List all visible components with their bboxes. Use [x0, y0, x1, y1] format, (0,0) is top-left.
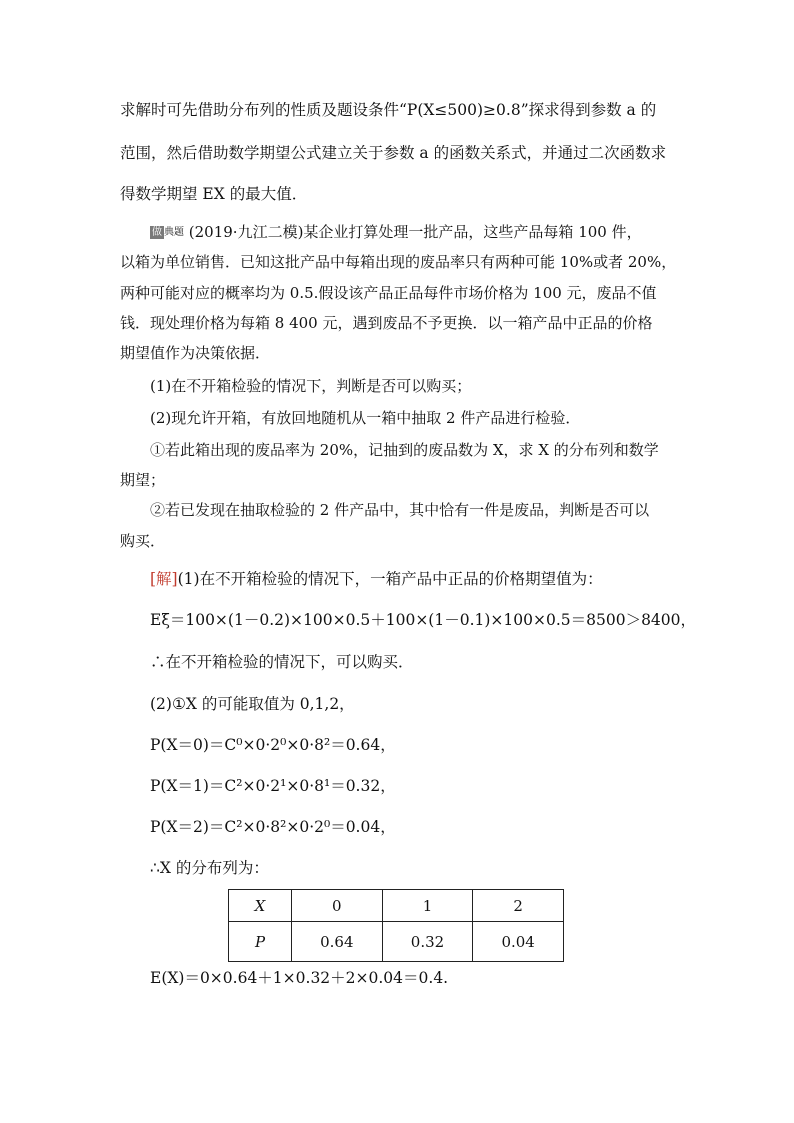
table-cell: 0.64 — [292, 922, 383, 962]
solution-step-6: P(X＝1)＝C²×0·2¹×0·8¹＝0.32， — [150, 777, 396, 795]
solution-marker: [解] — [150, 570, 178, 588]
intro-line-1: 求解时可先借助分布列的性质及题设条件“P(X≤500)≥0.8”探求得到参数 a 的 — [120, 101, 657, 119]
table-header-row — [229, 890, 564, 922]
solution-step-4: (2)①X 的可能取值为 0,1,2， — [150, 695, 355, 713]
solution-step-2: Eξ＝100×(1－0.2)×100×0.5＋100×(1－0.1)×100×0.5＝8500＞8400， — [150, 611, 697, 629]
table-header-cell: 0 — [292, 890, 383, 922]
question-2: (2)现允许开箱，有放回地随机从一箱中抽取 2 件产品进行检验． — [150, 409, 581, 427]
problem-line-1 — [150, 222, 642, 243]
question-2a-line-1: ①若此箱出现的废品率为 20%，记抽到的废品数为 X，求 X 的分布列和数学 — [150, 441, 659, 459]
problem-line-4: 钱．现处理价格为每箱 8 400 元，遇到废品不予更换．以一箱产品中正品的价格 — [120, 314, 653, 332]
question-1: (1)在不开箱检验的情况下，判断是否可以购买； — [150, 377, 472, 395]
solution-step-7: P(X＝2)＝C²×0·8²×0·2⁰＝0.04， — [150, 818, 396, 836]
table-header-cell: 1 — [382, 890, 473, 922]
intro-line-2: 范围，然后借助数学期望公式建立关于参数 a 的函数关系式，并通过二次函数求 — [120, 144, 667, 162]
table-header-cell: X — [229, 890, 292, 922]
solution-step-8: ∴X 的分布列为： — [150, 859, 269, 877]
solution-step-1 — [150, 569, 603, 589]
problem-line-2: 以箱为单位销售．已知这批产品中每箱出现的废品率只有两种可能 10%或者 20%， — [120, 253, 677, 271]
table-cell: 0.04 — [473, 922, 564, 962]
solution-step-5: P(X＝0)＝C⁰×0·2⁰×0·8²＝0.64， — [150, 736, 396, 754]
solution-step-3: ∴在不开箱检验的情况下，可以购买． — [150, 653, 414, 671]
solution-step-1-text: (1)在不开箱检验的情况下，一箱产品中正品的价格期望值为： — [177, 570, 603, 588]
question-2b-line-2: 购买． — [120, 532, 166, 550]
table-cell: 0.32 — [382, 922, 473, 962]
distribution-table — [228, 889, 564, 962]
intro-line-3: 得数学期望 EX 的最大值． — [120, 185, 308, 203]
table-row — [229, 922, 564, 962]
table-cell: P — [229, 922, 292, 962]
expectation-result: E(X)＝0×0.64＋1×0.32＋2×0.04＝0.4. — [150, 969, 449, 987]
problem-tag-label: 典题 — [164, 227, 184, 238]
question-2b-line-1: ②若已发现在抽取检验的 2 件产品中，其中恰有一件是废品，判断是否可以 — [150, 501, 650, 519]
problem-line-5: 期望值作为决策依据． — [120, 344, 271, 362]
question-2a-line-2: 期望； — [120, 471, 166, 489]
problem-line-3: 两种可能对应的概率均为 0.5.假设该产品正品每件市场价格为 100 元，废品不值 — [120, 284, 657, 302]
problem-tag-icon: 做 — [152, 227, 162, 238]
problem-text-1: (2019·九江二模)某企业打算处理一批产品，这些产品每箱 100 件， — [188, 223, 642, 241]
table-header-cell: 2 — [473, 890, 564, 922]
